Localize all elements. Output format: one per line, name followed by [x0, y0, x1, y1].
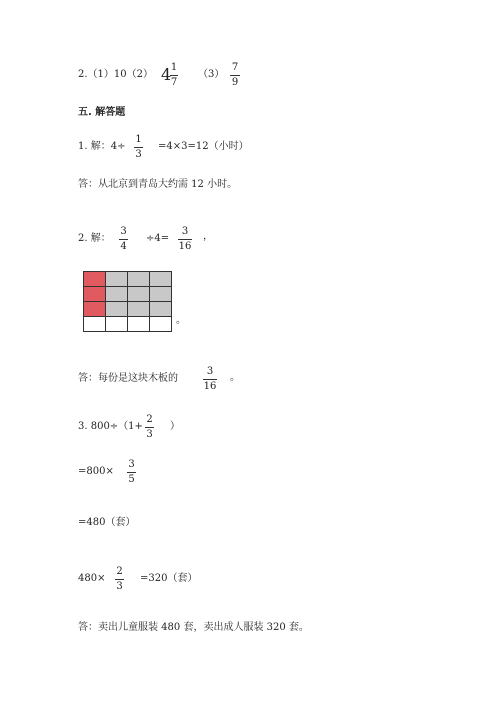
fraction-numerator: 3 [206, 366, 214, 377]
grid-row [84, 302, 172, 317]
fraction-numerator: 7 [231, 62, 239, 73]
mixed-number-fraction [170, 63, 178, 88]
section-title: 五. 解答题 [78, 107, 126, 118]
grid-cell [106, 272, 128, 287]
fraction-denominator: 3 [135, 149, 142, 160]
grid-cell [84, 272, 106, 287]
problem3-line3: =480（套） [78, 517, 136, 528]
problem2-fraction1 [119, 227, 128, 252]
fraction-numerator: 3 [181, 226, 189, 237]
grid-row [84, 272, 172, 287]
fraction-denominator: 5 [128, 474, 135, 485]
problem3-line4-lead: 480× [78, 573, 106, 584]
q2-part3-label: （3） [198, 69, 225, 80]
fraction-bar [230, 75, 240, 76]
grid-cell [128, 302, 150, 317]
grid-period: 。 [176, 315, 186, 326]
problem3-line1-end: ） [170, 421, 180, 432]
problem1-answer: 答：从北京到青岛大约需 12 小时。 [78, 179, 238, 190]
fraction-bar [119, 239, 128, 240]
grid-cell [150, 302, 172, 317]
grid-cell [128, 272, 150, 287]
fraction-denominator: 3 [146, 429, 153, 440]
grid-cell [84, 287, 106, 302]
problem2-answer-lead: 答：每份是这块木板的 [78, 373, 178, 384]
grid-cell [150, 317, 172, 332]
problem2-answer-fraction [203, 367, 217, 392]
grid-cell [84, 302, 106, 317]
grid-cell [106, 287, 128, 302]
fraction-bar [127, 472, 136, 473]
grid-cell [106, 302, 128, 317]
problem3-answer: 答：卖出儿童服装 480 套，卖出成人服装 320 套。 [78, 622, 309, 633]
fraction-numerator: 2 [146, 414, 153, 425]
problem2-comma: ， [203, 231, 213, 242]
q2-prefix: 2.（1）10（2） [78, 69, 153, 80]
fraction-bar [134, 147, 143, 148]
grid-row [84, 317, 172, 332]
fraction-bar [178, 239, 192, 240]
fraction-numerator: 3 [120, 226, 127, 237]
problem2-fraction2 [178, 227, 192, 252]
grid-cell [128, 287, 150, 302]
fraction-numerator: 3 [128, 459, 135, 470]
problem3-line1-lead: 3. 800÷（1+ [78, 421, 143, 432]
fraction-denominator: 7 [170, 77, 178, 88]
fraction-bar [145, 427, 154, 428]
fraction-denominator: 16 [203, 381, 217, 392]
fraction-bar [115, 579, 124, 580]
problem1-tail: =4×3=12（小时） [158, 141, 249, 152]
fraction-denominator: 4 [120, 241, 127, 252]
fraction-denominator: 9 [231, 77, 239, 88]
problem3-line1-fraction [145, 415, 154, 440]
mixed-number-whole: 4 [161, 65, 172, 84]
problem1-lead: 1. 解：4÷ [78, 141, 126, 152]
grid-cell [106, 317, 128, 332]
fraction-denominator: 3 [116, 581, 123, 592]
problem2-answer-end: 。 [230, 372, 240, 383]
problem2-mid: ÷4= [146, 233, 170, 244]
grid-cell [150, 272, 172, 287]
problem3-line4-tail: =320（套） [140, 573, 198, 584]
fraction-grid-diagram [83, 271, 172, 332]
problem2-lead: 2. 解： [78, 233, 111, 244]
q2-part3-fraction [230, 63, 240, 88]
fraction-bar [203, 379, 217, 380]
fraction-numerator: 1 [135, 134, 142, 145]
grid-cell [150, 287, 172, 302]
grid-cell [84, 317, 106, 332]
problem3-line2-lead: =800× [78, 466, 114, 477]
problem3-line4-fraction [115, 567, 124, 592]
fraction-numerator: 2 [116, 566, 123, 577]
fraction-numerator: 1 [170, 62, 178, 73]
grid-row [84, 287, 172, 302]
fraction-bar [170, 75, 178, 76]
grid-cell [128, 317, 150, 332]
problem3-line2-fraction [127, 460, 136, 485]
fraction-denominator: 16 [178, 241, 192, 252]
problem1-fraction [134, 135, 143, 160]
